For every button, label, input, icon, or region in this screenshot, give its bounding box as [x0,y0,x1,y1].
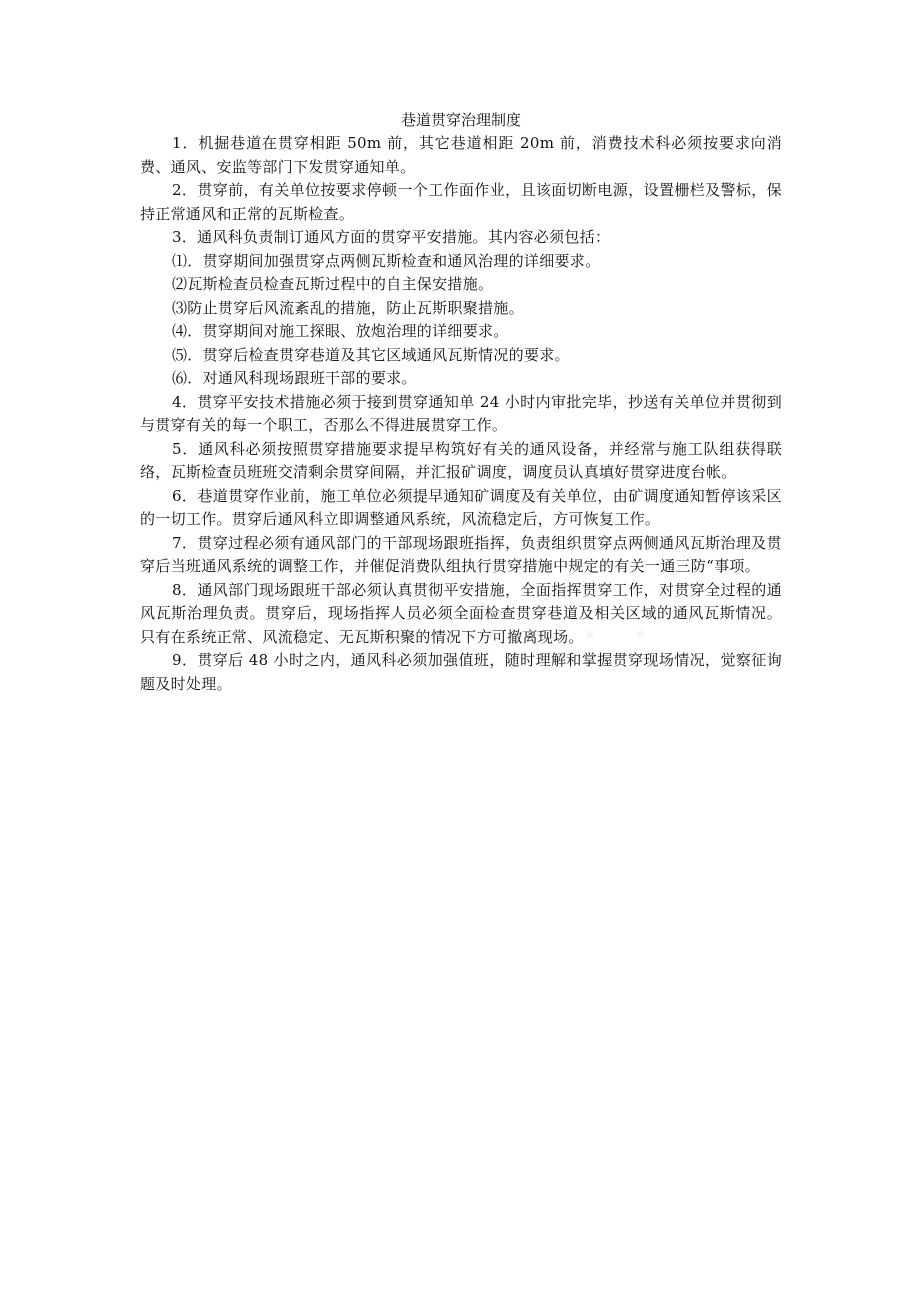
paragraph-5: 5．通风科必须按照贯穿措施要求提早构筑好有关的通风设备，并经常与施工队组获得联络，瓦斯检查员班班交清剩余贯穿间隔，并汇报矿调度，调度员认真填好贯穿进度台帐。 [140,439,782,481]
sub-item-6: ⑹．对通风科现场跟班干部的要求。 [172,369,417,387]
paragraph-3: 3．通风科负责制订通风方面的贯穿平安措施。其内容必须包括： [172,228,611,246]
document-page [140,108,782,696]
sub-item-4: ⑷．贯穿期间对施工探眼、放炮治理的详细要求。 [172,322,509,340]
paragraph-6: 6．巷道贯穿作业前，施工单位必须提早通知矿调度及有关单位，由矿调度通知暂停该采区的一切工作。贯穿后通风科立即调整通风系统，风流稳定后，方可恢复工作。 [140,486,782,528]
paragraph-4: 4．贯穿平安技术措施必须于接到贯穿通知单 24 小时内审批完毕，抄送有关单位并贯彻到与贯穿有关的每一个职工，否那么不得进展贯穿工作。 [140,392,782,434]
sub-item-5: ⑸．贯穿后检查贯穿巷道及其它区域通风瓦斯情况的要求。 [172,345,570,364]
paragraph-8: 8．通风部门现场跟班干部必须认真贯彻平安措施，全面指挥贯穿工作，对贯穿全过程的通风瓦斯治理负责。贯穿后，现场指挥人员必须全面检查贯穿巷道及相关区域的通风瓦斯情况。只有在系统正常、风流稳定、无瓦斯积聚的情况下方可撤离现场。 [140,580,782,646]
sub-item-1: ⑴．贯穿期间加强贯穿点两侧瓦斯检查和通风治理的详细要求。 [172,251,601,270]
sub-item-3: ⑶防止贯穿后风流紊乱的措施，防止瓦斯职聚措施。 [172,298,524,317]
paragraph-9: 9．贯穿后 48 小时之内，通风科必须加强值班，随时理解和掌握贯穿现场情况，觉察征询题及时处理。 [140,651,782,693]
document-title: 巷道贯穿治理制度 [400,111,521,129]
paragraph-7: 7．贯穿过程必须有通风部门的干部现场跟班指挥，负责组织贯穿点两侧通风瓦斯治理及贯穿后当班通风系统的调整工作，并催促消费队组执行贯穿措施中规定的有关一通三防“事项。 [140,533,782,575]
sub-item-2: ⑵瓦斯检查员检查瓦斯过程中的自主保安措施。 [172,275,494,293]
paragraph-2: 2．贯穿前，有关单位按要求停顿一个工作面作业，且该面切断电源，设置栅栏及警标，保持正常通风和正常的瓦斯检查。 [140,181,782,223]
paragraph-1: 1．机掘巷道在贯穿相距 50m 前，其它巷道相距 20m 前，消费技术科必须按要求向消费、通风、安监等部门下发贯穿通知单。 [140,134,782,176]
